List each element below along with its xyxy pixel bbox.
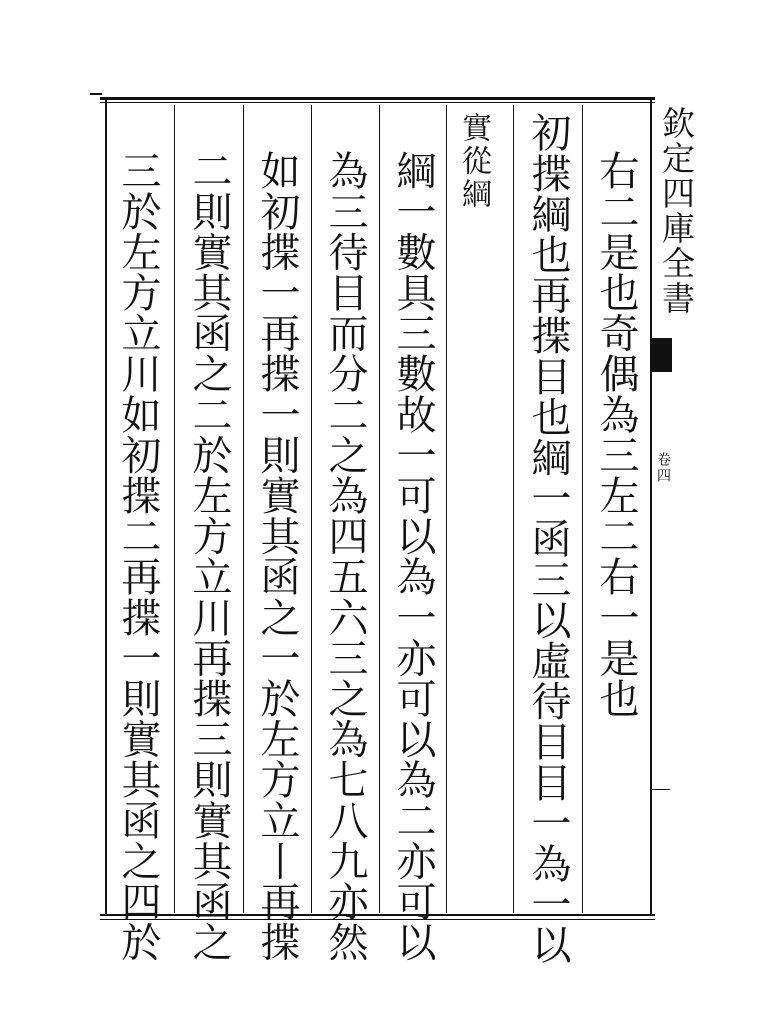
column-divider	[582, 105, 583, 913]
text-column-1: 右二是也奇偶為三左二右一是也	[593, 150, 639, 719]
text-column-3: 實從綱	[456, 112, 491, 211]
margin-tick-top	[90, 93, 102, 95]
text-column-6: 如初揲一再揲一則實其函之一於左方立丨再揲	[254, 150, 300, 962]
margin-tick-bottom	[652, 789, 670, 790]
text-column-5: 為三待目而分二之為四五六三之為七八九亦然	[322, 150, 368, 962]
text-column-7: 二則實其函之二於左方立川再揲三則實其函之	[186, 150, 232, 962]
column-divider	[446, 105, 447, 913]
top-border-thin-line	[100, 102, 655, 103]
text-column-8: 三於左方立川如初揲二再揲一則實其函之四於	[115, 150, 161, 962]
column-divider	[311, 105, 312, 913]
book-title-margin: 欽定四庫全書	[657, 106, 696, 316]
column-divider	[379, 105, 380, 913]
bottom-border-thin-line	[100, 919, 655, 920]
right-border-line	[650, 100, 652, 915]
column-divider	[513, 105, 514, 913]
bottom-border-line	[100, 914, 655, 916]
fish-tail-mark	[652, 338, 672, 372]
top-border-line	[100, 97, 655, 100]
text-column-4: 綱一數具三數故一可以為一亦可以為二亦可以	[390, 150, 436, 962]
juan-label: 卷四	[655, 452, 671, 484]
text-column-2: 初揲綱也再揲目也綱一函三以虛待目目一為一以	[525, 112, 571, 965]
column-divider	[174, 105, 175, 913]
column-divider	[243, 105, 244, 913]
left-border-line	[105, 100, 107, 915]
